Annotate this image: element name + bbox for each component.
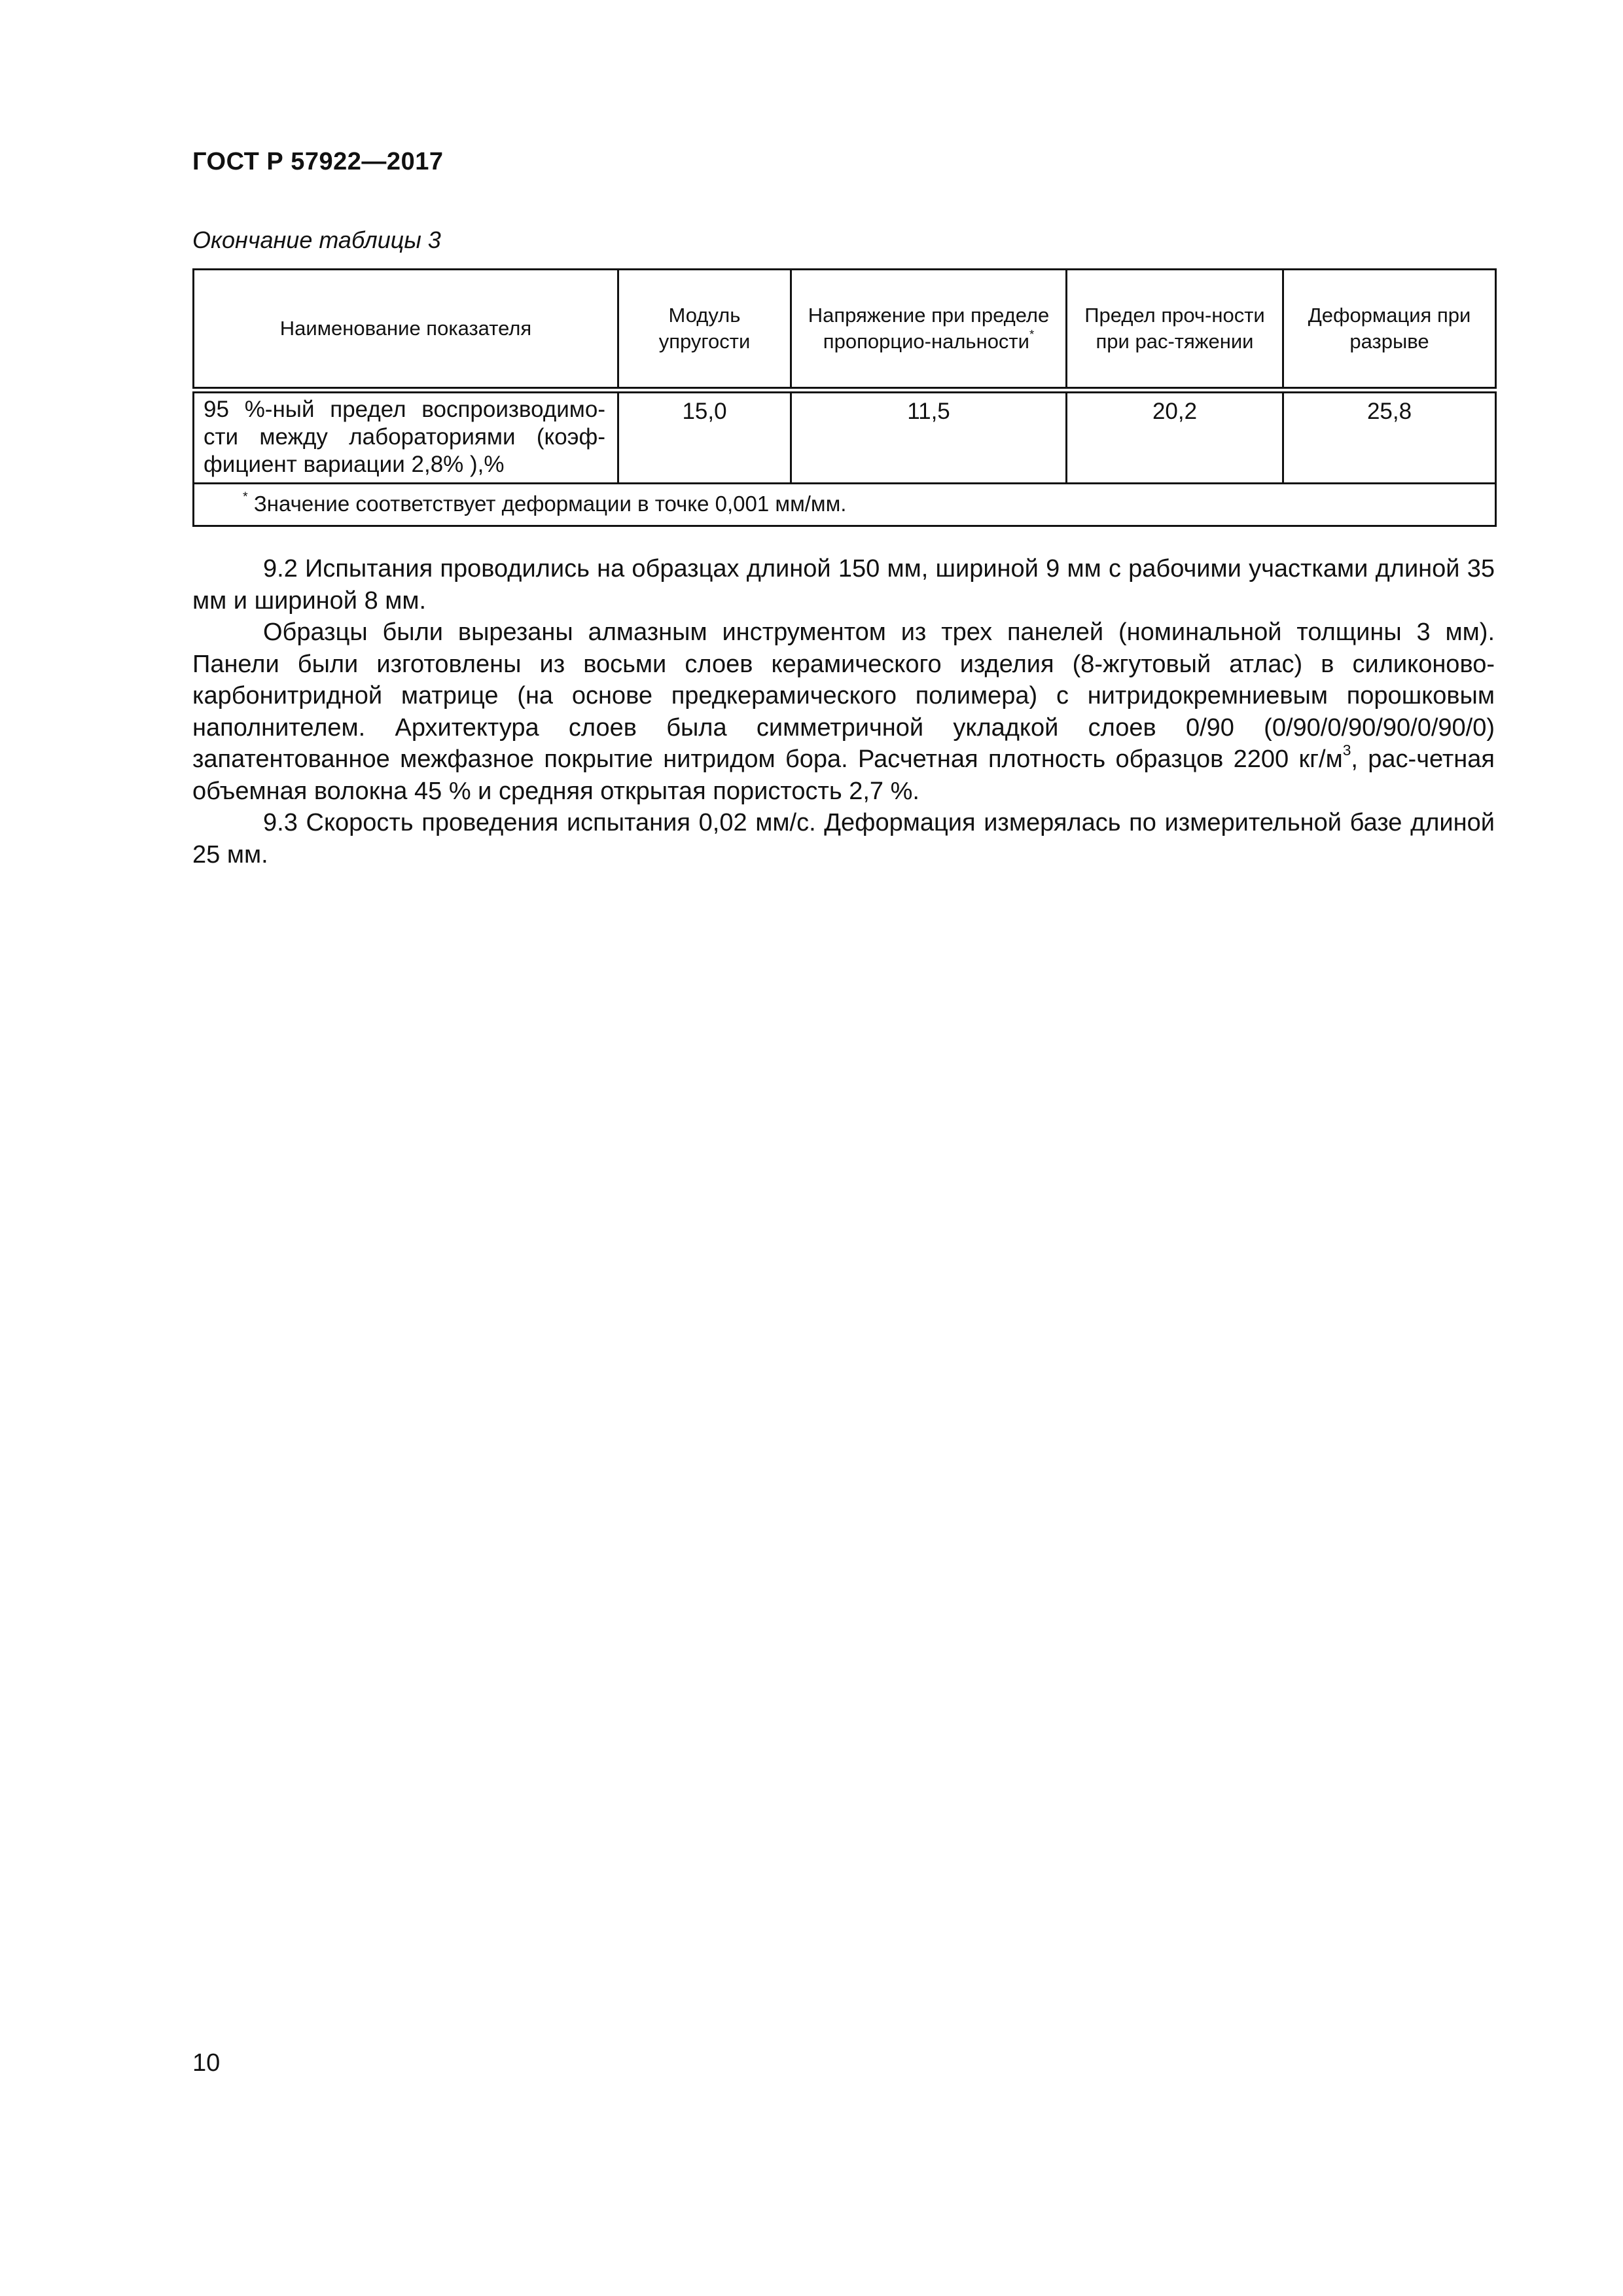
paragraph-samples: Образцы были вырезаны алмазным инструментом из трех панелей (номинальной толщины 3 мм). Панели были изготовлены из восьми слоев керамического изделия (8-жгутовый атлас) в силиконово-карбонитридной матрице (на основе предкерамического полимера) с нитридокремниевым порошковым наполнителем. Архитектура слоев была симметричной укладкой слоев 0/90 (0/90/0/90/90/0/90/0) запатентованное межфазное покрытие нитридом бора. Расчетная плотность образцов 2200 $кг/м^3$, рас-четная объемная волокна 45 % и средняя открытая пористость 2,7 %.: [192, 619, 1495, 805]
row-name-cell: 95 %-ный предел воспроизводимо-сти между лабораториями (коэф-фициент вариации 2,8% ),%: [194, 390, 618, 484]
table-caption: Окончание таблицы 3: [192, 226, 441, 253]
column-header-proportional-stress: Напряжение при пределе пропорцио-нальности*: [791, 270, 1067, 391]
modulus-value: 15,0: [618, 390, 791, 484]
paragraph-9-3: 9.3 Скорость проведения испытания 0,02 мм/с. Деформация измерялась по измерительной базе длиной 25 мм.: [192, 809, 1495, 869]
column-header-name: Наименование показателя: [194, 270, 618, 391]
footnote-mark: *: [1029, 327, 1035, 341]
document-header: ГОСТ Р 57922—2017: [192, 148, 444, 175]
column-header-strain-at-break: Деформация при разрыве: [1283, 270, 1496, 391]
tensile-strength-value: 20,2: [1067, 390, 1283, 484]
column-header-tensile-strength: Предел проч-ности при рас-тяжении: [1067, 270, 1283, 391]
data-table: [192, 268, 1497, 527]
body-text: [192, 553, 1495, 870]
table-header-row: [194, 270, 1496, 391]
table-footnote: [194, 484, 1496, 526]
superscript-3: 3: [1342, 741, 1351, 759]
paragraph-9-2: 9.2 Испытания проводились на образцах длиной 150 мм, шириной 9 мм с рабочими участками длиной 35 мм и шириной 8 мм.: [192, 555, 1495, 615]
proportional-stress-value: 11,5: [791, 390, 1067, 484]
strain-at-break-value: 25,8: [1283, 390, 1496, 484]
footnote-text: Значение соответствует деформации в точке 0,001 мм/мм.: [253, 492, 847, 516]
table-footnote-row: [194, 484, 1496, 526]
table-row: [194, 390, 1496, 484]
column-header-modulus: Модуль упругости: [618, 270, 791, 391]
footnote-mark: *: [243, 490, 248, 505]
page-number: 10: [192, 2049, 221, 2077]
